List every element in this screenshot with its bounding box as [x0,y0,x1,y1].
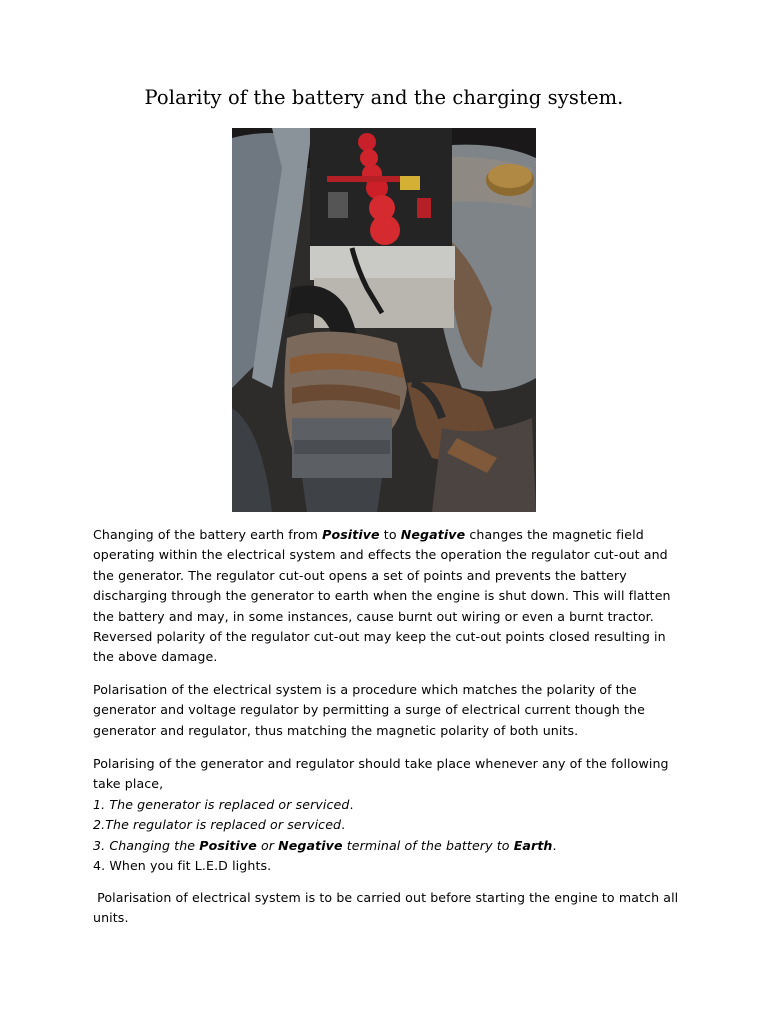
paragraph-polarisation-definition [93,680,673,741]
paragraph-when-to-polarise [93,754,673,876]
paragraph3-line1: Polarising of the generator and regulator should take place whenever any of the following [93,756,669,771]
paragraph1-line6: Reversed polarity of the regulator cut-out may keep the cut-out points closed resulting in [93,629,666,645]
paragraph3-line2: take place, [93,776,164,792]
paragraph2-line1: Polarisation of the electrical system is a procedure which matches the polarity of the [93,682,637,697]
paragraph1-line3: the generator. The regulator cut-out opens a set of points and prevents the battery [93,567,627,583]
paragraph1-line5: the battery and may, in some instances, cause burnt out wiring or even a burnt tractor. [93,608,654,624]
paragraph2-line3: generator and regulator, thus matching the magnetic polarity of both units. [93,722,579,738]
paragraph4-line1: Polarisation of electrical system is to be carried out before starting the engine to match all [93,890,679,905]
paragraph4-line2: units. [93,910,129,926]
paragraph1-line7: the above damage. [93,649,218,665]
list-item: 4. When you fit L.E.D lights. [93,858,272,874]
paragraph-polarisation-timing [93,888,679,929]
battery-engine-photo [232,128,536,512]
paragraph1-line4: discharging through the generator to earth when the engine is shut down. This will flatten [93,588,671,604]
paragraph1-line1: Changing of the battery earth from Positive to Negative changes the magnetic field [93,527,644,542]
paragraph-polarity-change [93,525,673,668]
paragraph1-line2: operating within the electrical system and effects the operation the regulator cut-out and [93,547,668,563]
paragraph2-line2: generator and voltage regulator by permitting a surge of electrical current though the [93,702,645,718]
page-title: Polarity of the battery and the charging system. [144,86,624,109]
list-item: 3. Changing the Positive or Negative terminal of the battery to Earth. [93,837,557,853]
list-item: 1. The generator is replaced or serviced. [93,796,354,812]
list-item: 2.The regulator is replaced or serviced. [93,817,346,833]
